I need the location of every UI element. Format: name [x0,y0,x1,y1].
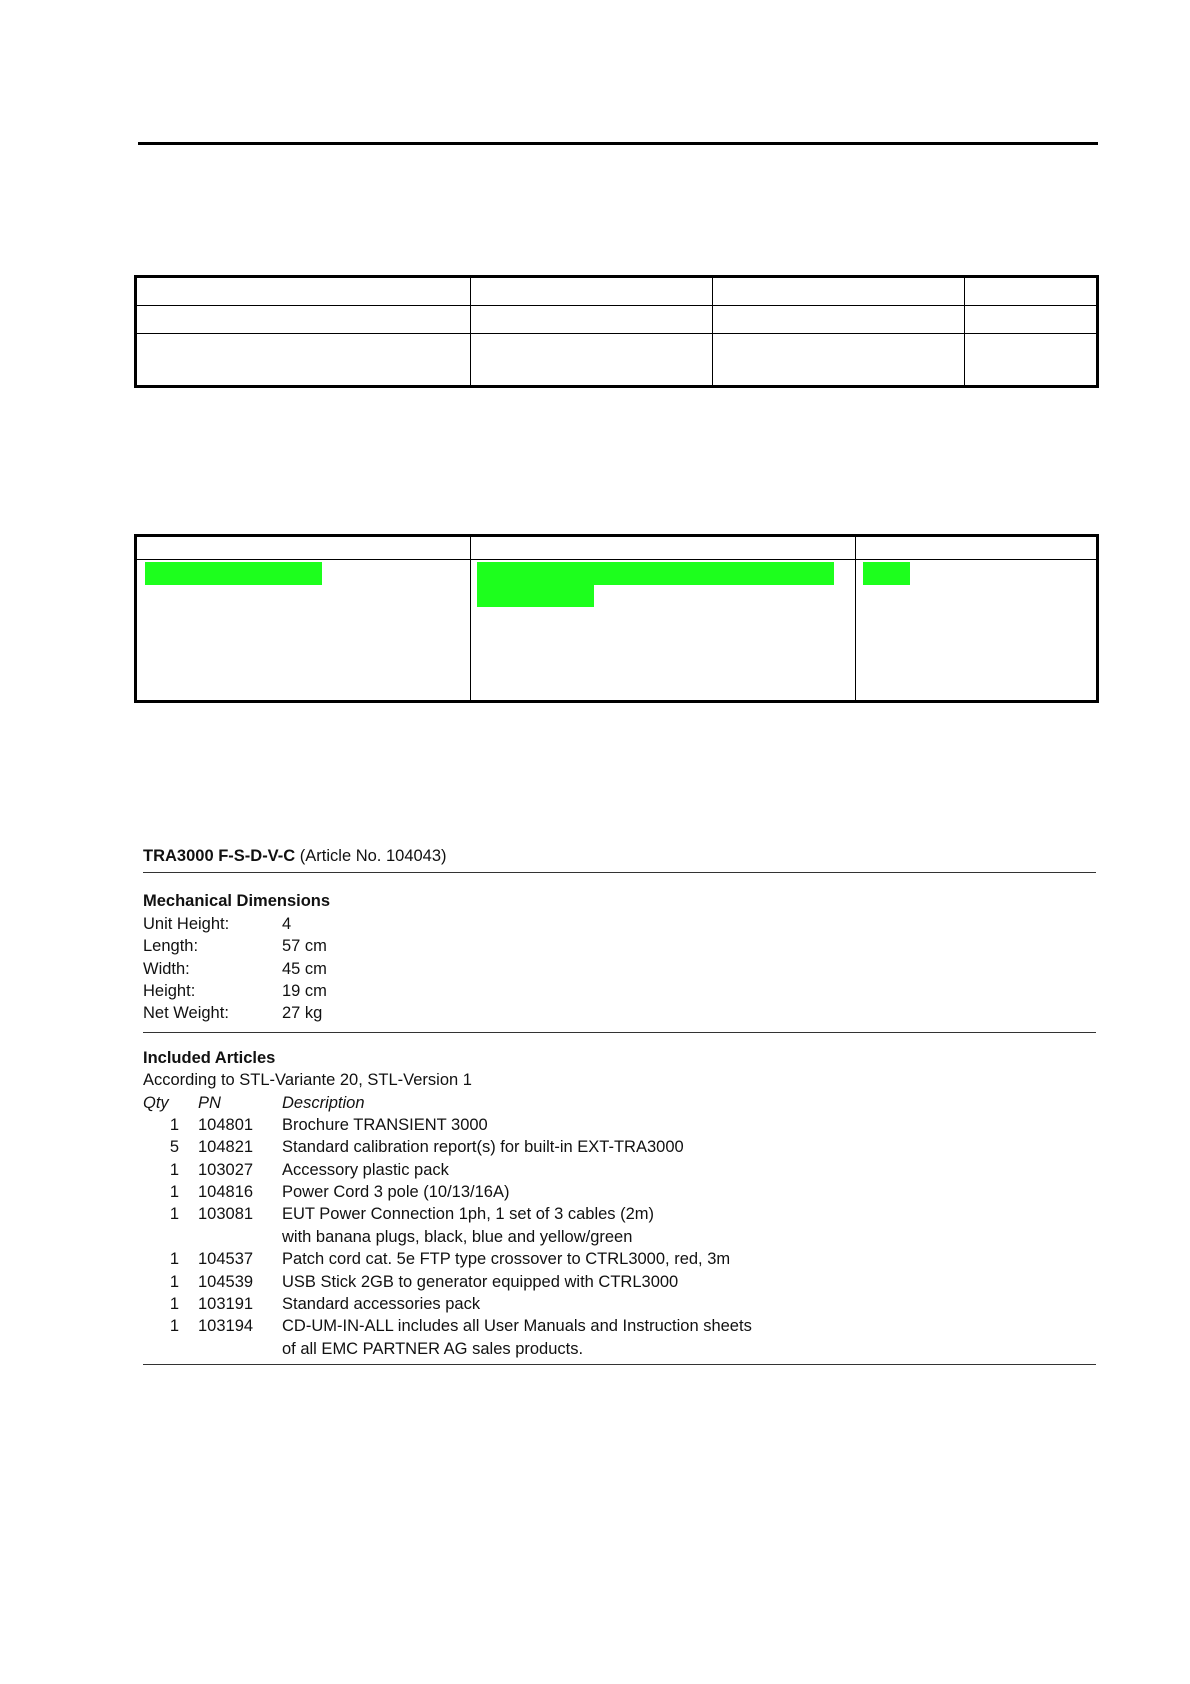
article-row: 1 104539 USB Stick 2GB to generator equipped with CTRL3000 [169,1272,679,1291]
table-cell [965,306,1098,334]
section-divider [143,1032,1096,1033]
table-header-cell [136,536,471,560]
table-cell [713,277,965,306]
table-cell [136,306,471,334]
dimension-row: Unit Height: 4 [143,914,292,933]
article-row: 5 104821 Standard calibration report(s) for built-in EXT-TRA3000 [169,1138,684,1157]
included-column-headers [143,1092,1096,1114]
article-row: 1 104816 Power Cord 3 pole (10/13/16A) [169,1183,510,1202]
top-rule [138,142,1098,145]
dimension-row: Width: 45 cm [143,959,327,978]
section-divider [143,1364,1096,1365]
article-row: 1 104801 Brochure TRANSIENT 3000 [169,1115,488,1134]
dimension-row: Length: 57 cm [143,937,327,956]
table-header-cell [856,536,1098,560]
article-row-continuation: of all EMC PARTNER AG sales products. [282,1339,584,1358]
product-title [143,845,1096,867]
article-row: 1 103081 EUT Power Connection 1ph, 1 set of 3 cables (2m) [169,1205,655,1224]
redacted-table-2 [134,534,1099,703]
article-row-continuation: with banana plugs, black, blue and yellow/green [282,1227,633,1246]
pn-header: PN [198,1093,221,1112]
table-cell [136,277,471,306]
qty-header: Qty [143,1093,169,1112]
table-cell [713,334,965,387]
article-row: 1 103191 Standard accessories pack [169,1295,481,1314]
table-cell [713,306,965,334]
redaction-highlight [863,562,910,585]
included-heading: Included Articles [143,1048,276,1067]
table-header-cell [471,536,856,560]
table-cell [471,334,713,387]
dimension-row: Height: 19 cm [143,981,327,1000]
redaction-highlight [477,585,594,607]
section-divider [143,872,1096,873]
table-cell [471,560,856,702]
table-cell [136,560,471,702]
article-row: 1 103194 CD-UM-IN-ALL includes all User Manuals and Instruction sheets [169,1317,752,1336]
dimension-row: Net Weight: 27 kg [143,1004,323,1023]
table-cell [136,334,471,387]
article-number: (Article No. 104043) [299,847,447,865]
table-cell [471,306,713,334]
article-row: 1 103027 Accessory plastic pack [169,1160,449,1179]
redaction-highlight [145,562,322,585]
included-subheading: According to STL-Variante 20, STL-Version 1 [143,1071,472,1090]
description-header: Description [282,1093,365,1112]
mechanical-heading: Mechanical Dimensions [143,892,331,911]
table-cell [965,277,1098,306]
redacted-table-1 [134,275,1099,388]
product-name: TRA3000 F-S-D-V-C [143,847,296,865]
redaction-highlight [477,562,834,585]
table-cell [471,277,713,306]
article-row: 1 104537 Patch cord cat. 5e FTP type crossover to CTRL3000, red, 3m [169,1250,731,1269]
table-cell [965,334,1098,387]
product-spec-block [143,845,1096,1365]
table-cell [856,560,1098,702]
